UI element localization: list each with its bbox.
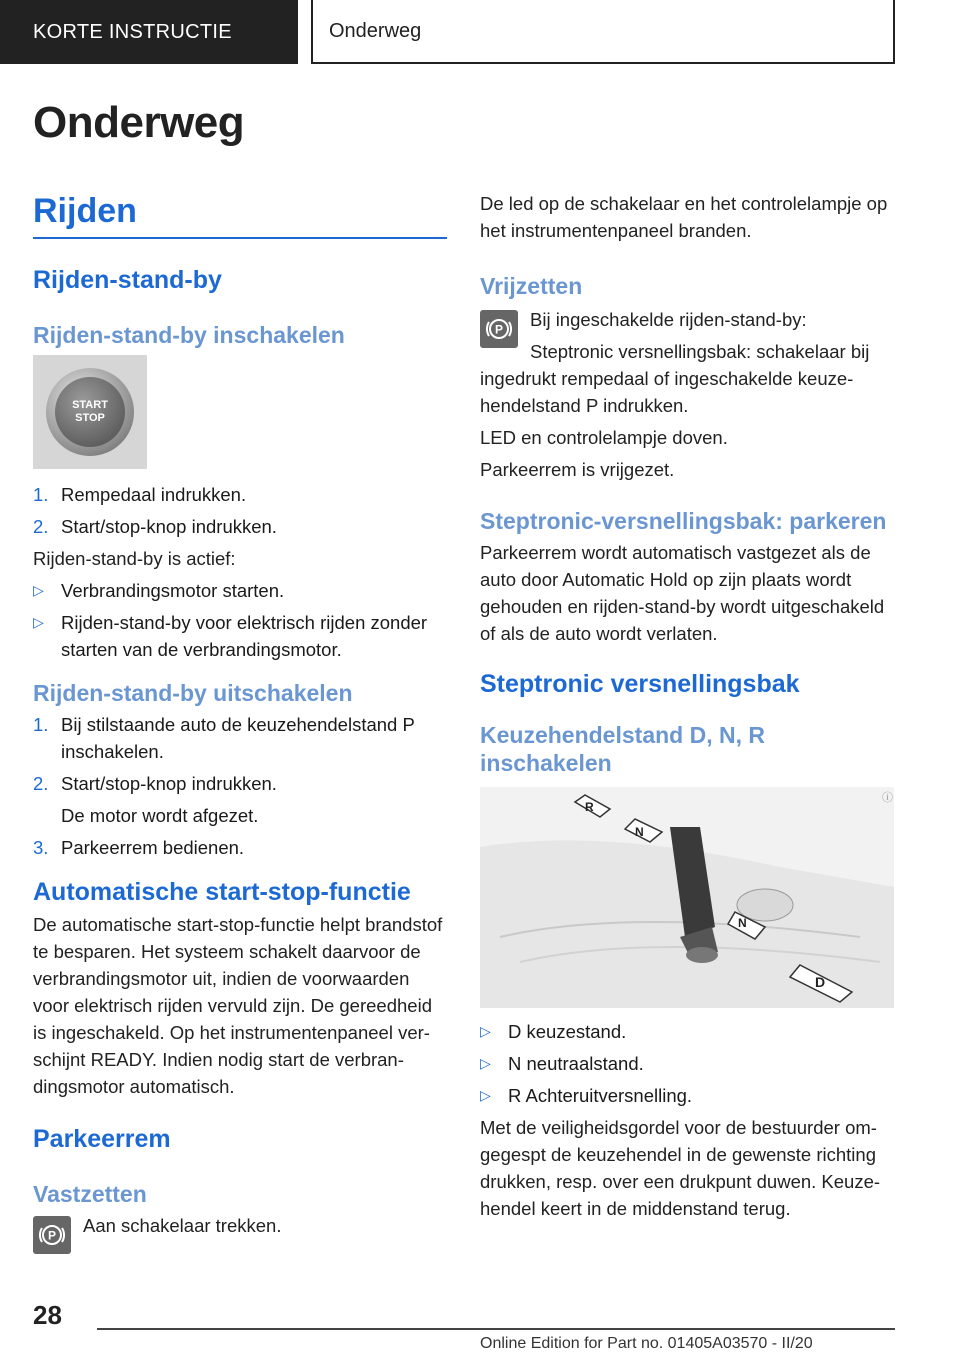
footer-divider	[97, 1328, 895, 1330]
step-number: 1.	[33, 484, 49, 505]
release-text-3: LED en controlelampje doven.	[480, 427, 728, 448]
left-column	[33, 190, 447, 1243]
start-stop-label-start: START	[72, 399, 108, 411]
heading-vrijzetten: Vrijzetten	[480, 273, 583, 299]
triangle-bullet-icon: ▷	[33, 582, 44, 598]
heading-standby-on: Rijden-stand-by inschakelen	[33, 322, 345, 348]
standby-off-steps	[33, 711, 447, 861]
svg-text:P: P	[494, 322, 504, 337]
step-text: Bij stilstaande auto de keuzehendelstand P inschakelen.	[61, 714, 415, 762]
release-instruction	[480, 306, 894, 337]
bullet-text: N neutraalstand.	[508, 1053, 644, 1074]
lever-letter-r: R	[585, 800, 594, 814]
footer-edition: Online Edition for Part no. 01405A03570 - II/20	[480, 1335, 813, 1352]
bullet-text: R Achteruitversnelling.	[508, 1085, 693, 1106]
lever-bullets	[480, 1018, 894, 1109]
heading-lever: Keuzehendelstand D, N, R inschakelen	[480, 722, 765, 776]
list-item	[33, 481, 447, 508]
page-number: 28	[33, 1300, 62, 1330]
release-text-2: Steptronic versnellingsbak: schakelaar bij ingedrukt rempedaal of ingeschakelde keuzehendelstand P indrukken.	[480, 341, 870, 416]
heading-steptronic-park: Steptronic-versnellingsbak: parkeren	[480, 508, 887, 534]
triangle-bullet-icon: ▷	[33, 614, 44, 630]
step-number: 2.	[33, 516, 49, 537]
start-stop-icon	[55, 377, 125, 447]
bullet-text: D keuzestand.	[508, 1021, 627, 1042]
release-text-1: Bij ingeschakelde rijden-stand-by:	[530, 309, 807, 330]
lever-letter-n-bottom: N	[738, 916, 747, 930]
heading-vastzetten: Vastzetten	[33, 1181, 147, 1207]
start-stop-label-stop: STOP	[75, 412, 105, 424]
heading-steptronic: Steptronic versnellingsbak	[480, 670, 800, 698]
lever-letter-d: D	[815, 974, 826, 990]
led-text: De led op de schakelaar en het controlelampje op het instrumentenpaneel branden.	[480, 193, 888, 241]
list-item	[33, 711, 447, 765]
fix-instruction	[33, 1212, 447, 1243]
fix-text: Aan schakelaar trekken.	[83, 1215, 282, 1236]
heading-parkeerrem: Parkeerrem	[33, 1125, 171, 1153]
section-tab: KORTE INSTRUCTIE	[0, 0, 298, 64]
page-header	[0, 0, 960, 66]
heading-standby: Rijden-stand-by	[33, 266, 222, 294]
bullet-text: Rijden-stand-by voor elektrisch rijden zonder starten van de verbrandingsmotor.	[61, 612, 428, 660]
step-subtext: De motor wordt afgezet.	[61, 805, 259, 826]
lever-letter-n-top: N	[635, 825, 644, 839]
page-title: Onderweg	[33, 98, 245, 147]
triangle-bullet-icon: ▷	[480, 1055, 491, 1071]
right-column	[480, 190, 894, 1222]
list-item	[480, 1018, 894, 1045]
lever-text: Met de veiligheidsgordel voor de bestuurder omgegespt de keuzehendel in de gewenste richting drukken, resp. over een drukpunt duwen. Keuzehendel keert in de middenstand terug.	[480, 1117, 881, 1219]
triangle-bullet-icon: ▷	[480, 1087, 491, 1103]
list-item	[33, 609, 447, 663]
standby-on-steps	[33, 481, 447, 540]
list-item	[33, 577, 447, 604]
step-number: 3.	[33, 837, 49, 858]
start-stop-button-image	[33, 355, 147, 469]
steptronic-park-text: Parkeerrem wordt automatisch vastgezet als de auto door Automatic Hold op zijn plaats wordt gehouden en rijden-stand-by wordt uitgeschakeld of als de auto wordt verlaten.	[480, 542, 885, 644]
list-item	[33, 513, 447, 540]
list-item	[33, 770, 447, 797]
step-text: Parkeerrem bedienen.	[61, 837, 245, 858]
step-text: Start/stop-knop indrukken.	[61, 516, 277, 537]
step-text: Start/stop-knop indrukken.	[61, 773, 277, 794]
gear-lever-image	[480, 787, 894, 1008]
heading-auto-start-stop: Automatische start-stop-functie	[33, 878, 411, 906]
step-text: Rempedaal indrukken.	[61, 484, 247, 505]
triangle-bullet-icon: ▷	[480, 1023, 491, 1039]
section-heading-rijden: Rijden	[33, 190, 447, 239]
step-number: 1.	[33, 714, 49, 735]
list-item	[480, 1082, 894, 1109]
parking-brake-icon	[33, 1216, 71, 1254]
chapter-label: Onderweg	[311, 0, 895, 64]
heading-standby-off: Rijden-stand-by uitschakelen	[33, 680, 353, 706]
auto-start-stop-text: De automatische start-stop-functie helpt brandstof te besparen. Het systeem schakelt daarvoor de verbrandingsmotor uit, indien de voorwaarden voor elektrisch rijden vervuld zijn. De gereedheid is ingeschakeld. Op het instrumentenpaneel verschijnt READY. Indien nodig start de verbrandingsmotor automatisch.	[33, 914, 443, 1097]
active-label: Rijden-stand-by is actief:	[33, 548, 236, 569]
list-item	[480, 1050, 894, 1077]
bullet-text: Verbrandingsmotor starten.	[61, 580, 285, 601]
parking-brake-icon	[480, 310, 518, 348]
svg-text:P: P	[47, 1228, 57, 1243]
step-number: 2.	[33, 773, 49, 794]
svg-text:ⓘ: ⓘ	[882, 792, 893, 804]
active-bullets	[33, 577, 447, 663]
release-text-4: Parkeerrem is vrijgezet.	[480, 459, 675, 480]
list-item	[33, 834, 447, 861]
